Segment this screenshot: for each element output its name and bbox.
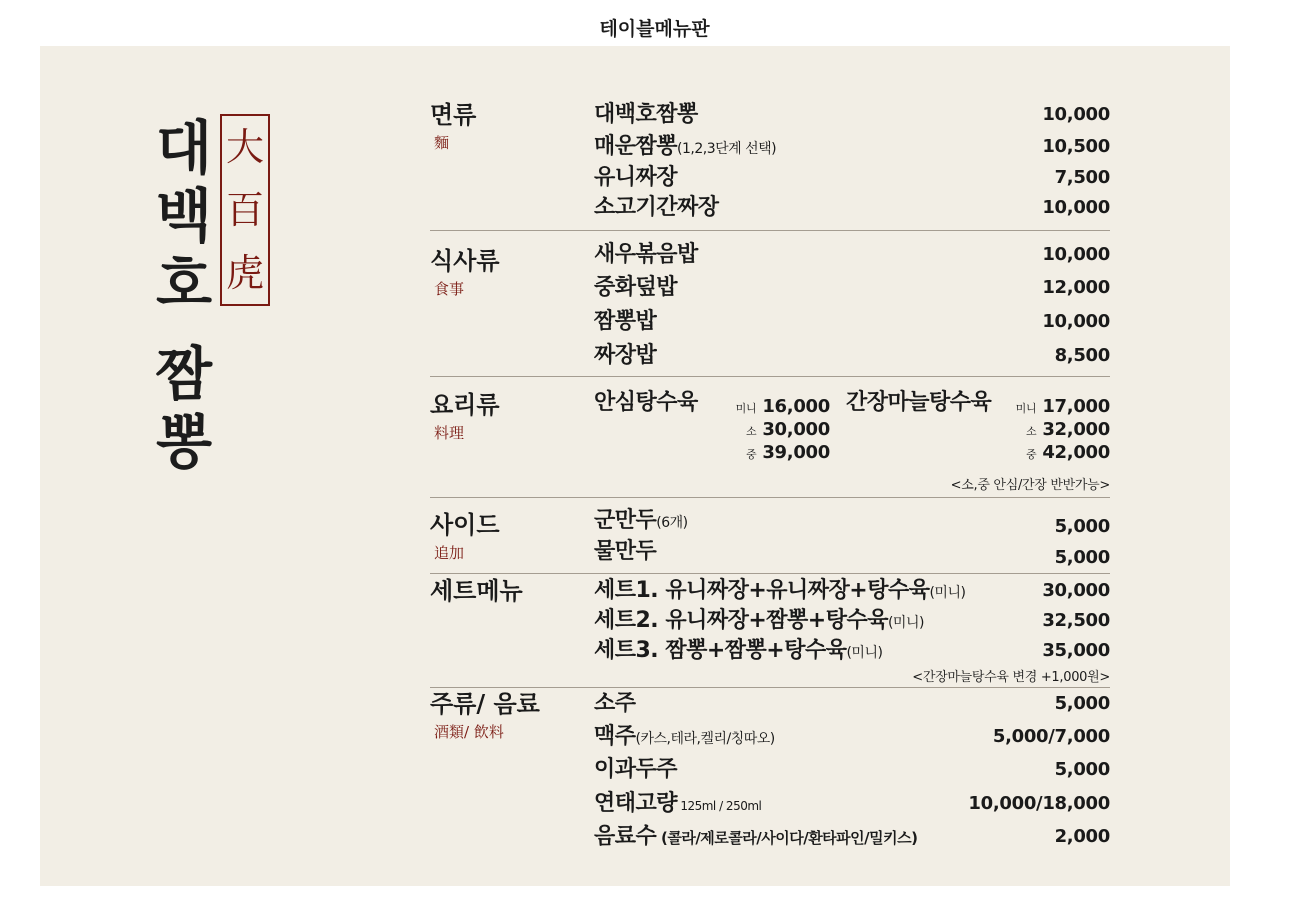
dish-tangsuyuk: [594, 388, 830, 468]
divider: [430, 230, 1110, 231]
item-price: 10,000/18,000: [968, 793, 1110, 814]
logo-char: 뽕: [155, 408, 213, 476]
menu-item: [594, 132, 1110, 162]
category-label: [430, 689, 540, 742]
item-price: 32,500: [1042, 610, 1110, 631]
logo-char: 대: [155, 114, 213, 182]
item-price: [746, 438, 830, 470]
item-name: 중화덮밥: [594, 275, 678, 300]
menu-item: [594, 307, 1110, 337]
dish-garlic-tangsuyuk: [846, 388, 1110, 468]
price-value: 16,000: [762, 396, 830, 417]
item-price: 12,000: [1042, 277, 1110, 298]
item-note: (카스,테라,켈리/칭따오): [635, 731, 775, 747]
item-name: 군만두: [594, 508, 657, 533]
logo-hanja-char: 百: [225, 187, 264, 232]
category-hanja: 料理: [434, 424, 465, 442]
menu-item: [594, 240, 1110, 270]
category-label: [430, 100, 476, 153]
item-note: 125ml / 250ml: [677, 799, 762, 813]
logo-char: 짬: [155, 340, 213, 408]
item-price: 5,000: [1054, 516, 1110, 537]
divider: [430, 376, 1110, 377]
item-price: 5,000: [1054, 693, 1110, 714]
category-title: 식사류: [430, 246, 500, 275]
item-price: 10,500: [1042, 136, 1110, 157]
size-label: 중: [1026, 448, 1037, 461]
price-value: 32,000: [1042, 419, 1110, 440]
item-name: 간장마늘탕수육: [846, 390, 992, 415]
price-value: 30,000: [762, 419, 830, 440]
size-label: 소: [746, 425, 757, 438]
item-price: 35,000: [1042, 640, 1110, 661]
item-note: (1,2,3단계 선택): [677, 141, 777, 157]
half-half-note: <소,중 안심/간장 반반가능>: [950, 478, 1110, 493]
menu-item: [594, 689, 1110, 719]
menu-board: [40, 46, 1230, 886]
category-hanja: 酒類/ 飲料: [434, 723, 504, 741]
item-note: (미니): [846, 645, 883, 661]
category-title: 면류: [430, 100, 477, 129]
set-upgrade-note: <간장마늘탕수육 변경 +1,000원>: [912, 670, 1110, 685]
item-name: 맥주: [594, 724, 636, 749]
item-name: 매운짬뽕: [594, 134, 678, 159]
category-title: 주류/ 음료: [430, 689, 540, 718]
category-label: [430, 246, 500, 299]
price-value: 42,000: [1042, 442, 1110, 463]
menu-item: [594, 193, 1110, 223]
category-label: [430, 576, 523, 606]
item-name: 세트3. 짬뽕+짬뽕+탕수육: [594, 638, 847, 663]
item-name: 유니짜장: [594, 165, 678, 190]
menu-item: [594, 722, 1110, 752]
item-note: (콜라/제로콜라/사이다/환타파인/밀키스): [656, 829, 918, 847]
category-hanja: 麵: [434, 134, 450, 152]
item-name: 새우볶음밥: [594, 242, 698, 267]
category-hanja: 食事: [434, 280, 465, 298]
item-note: (6개): [656, 515, 688, 531]
item-price: 10,000: [1042, 197, 1110, 218]
menu-item: [594, 606, 1110, 636]
logo-hanja-char: 大: [225, 125, 264, 170]
menu-item: [594, 341, 1110, 371]
item-name: 소고기간짜장: [594, 195, 719, 220]
item-name: 연태고량: [594, 791, 678, 816]
category-title: 세트메뉴: [430, 576, 523, 605]
item-price: 7,500: [1054, 167, 1110, 188]
item-price: 5,000/7,000: [992, 726, 1110, 747]
page-title: 테이블메뉴판: [599, 18, 710, 40]
menu-item: [594, 576, 1110, 606]
menu-item: [594, 822, 1110, 852]
menu-item: [594, 789, 1110, 819]
item-price: 10,000: [1042, 244, 1110, 265]
item-name: 짬뽕밥: [594, 309, 657, 334]
menu-item: [594, 506, 1110, 536]
menu-item: [594, 273, 1110, 303]
logo-char: 백: [155, 182, 213, 250]
item-note: (미니): [929, 585, 966, 601]
item-name: 안심탕수육: [594, 390, 698, 415]
logo-hanja-seal: [220, 114, 270, 306]
menu-item: [594, 100, 1110, 130]
item-name: 음료수: [594, 824, 657, 849]
item-name: 소주: [594, 691, 636, 716]
item-price: 30,000: [1042, 580, 1110, 601]
category-title: 요리류: [430, 390, 500, 419]
size-label: 미니: [735, 402, 757, 415]
divider: [430, 687, 1110, 688]
item-price: 5,000: [1054, 547, 1110, 568]
size-label: 소: [1026, 425, 1037, 438]
menu-item: [594, 163, 1110, 193]
item-price: 10,000: [1042, 311, 1110, 332]
category-label: [430, 390, 500, 443]
item-name: 세트1. 유니짜장+유니짜장+탕수육: [594, 578, 930, 603]
price-value: 39,000: [762, 442, 830, 463]
logo-korean: [152, 114, 216, 476]
item-name: 대백호짬뽕: [594, 102, 698, 127]
item-price: 5,000: [1054, 759, 1110, 780]
item-note: (미니): [887, 615, 924, 631]
logo-hanja-char: 虎: [225, 250, 264, 295]
menu-item: [594, 636, 1110, 666]
item-price: 8,500: [1054, 345, 1110, 366]
category-hanja: 追加: [434, 544, 465, 562]
category-label: [430, 510, 500, 563]
divider: [430, 573, 1110, 574]
item-name: 물만두: [594, 539, 657, 564]
item-name: 세트2. 유니짜장+짬뽕+탕수육: [594, 608, 888, 633]
logo-char: 호: [155, 250, 213, 318]
item-name: 이과두주: [594, 757, 678, 782]
price-value: 17,000: [1042, 396, 1110, 417]
size-label: 미니: [1015, 402, 1037, 415]
item-name: 짜장밥: [594, 343, 657, 368]
item-price: 2,000: [1054, 826, 1110, 847]
divider: [430, 497, 1110, 498]
size-label: 중: [746, 448, 757, 461]
item-price: 10,000: [1042, 104, 1110, 125]
category-title: 사이드: [430, 510, 500, 539]
menu-item: [594, 755, 1110, 785]
menu-item: [594, 537, 1110, 567]
item-price: [1026, 438, 1110, 470]
